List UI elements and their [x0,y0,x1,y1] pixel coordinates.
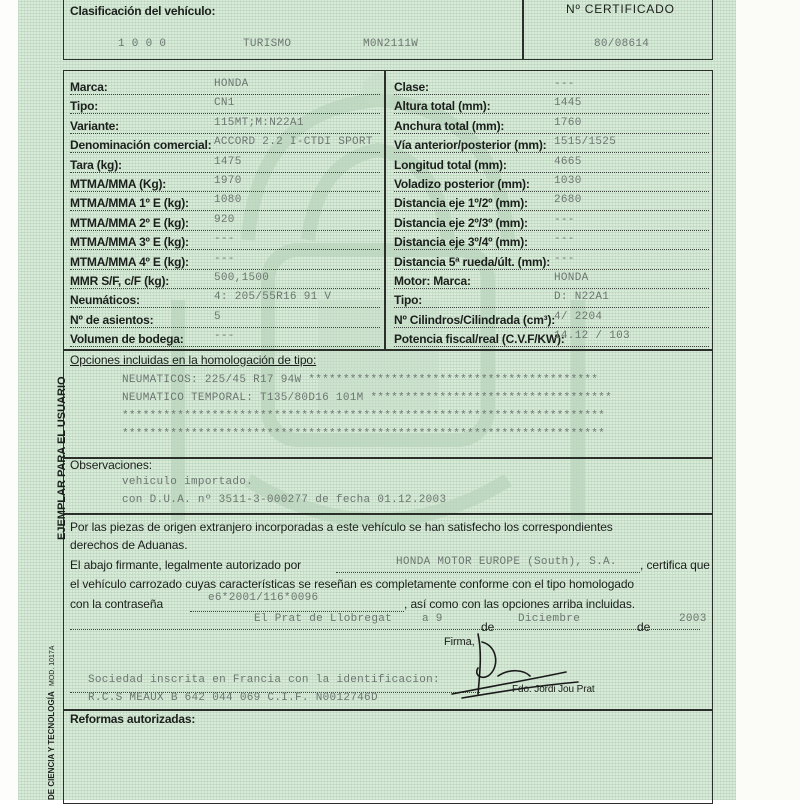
field-dotline [70,113,380,114]
right-field-label: Altura total (mm): [394,99,491,114]
option-line: NEUMATICO TEMPORAL: T135/80D16 101M *********************************** [122,392,612,404]
left-field-value: ACCORD 2.2 I-CTDI SPORT [214,136,373,149]
right-field-value: 14.12 / 103 [554,330,630,343]
field-dotline [70,94,380,95]
field-dotline [70,191,380,192]
year: 2003 [679,613,707,625]
right-field-value: 1030 [554,175,582,187]
left-field-label: Neumáticos: [70,293,140,308]
certificate-label: Nº CERTIFICADO [566,2,675,16]
approval-number: e6*2001/116*0096 [208,592,319,604]
reforms-label: Reformas autorizadas: [70,712,196,726]
right-field-value: 1445 [554,97,582,110]
left-field-label: MMR S/F, c/F (kg): [70,274,170,288]
right-field-label: Motor: Marca: [394,274,471,288]
left-field-value: 115MT;M:N22A1 [214,116,304,129]
left-field-label: Denominación comercial: [70,138,212,153]
left-field-value: 4: 205/55R16 91 V [214,291,332,304]
option-line: ********************************************************************** [122,410,606,422]
right-field-label: Distancia eje 2º/3º (mm): [394,215,528,230]
signatory-name: Fdo. Jordi Jou Prat [512,684,595,695]
company-note-1: Sociedad inscrita en Francia con la identificacion: [88,674,440,686]
right-field-label: Distancia 5ª rueda/últ. (mm): [394,254,551,269]
company-note-2: R.C.S MEAUX B 642 044 069 C.I.F. N0012746D [88,692,378,704]
right-field-label: Clase: [394,80,429,94]
field-dotline [70,172,380,173]
date-de-1: de [481,620,495,634]
form-code: MOD. 1017A [49,645,56,686]
right-field-label: Distancia eje 1º/2º (mm): [394,196,528,211]
left-field-value: --- [214,330,235,343]
option-line: ********************************************************************** [122,428,606,440]
declaration-line-5-prefix: con la contraseña [70,597,164,611]
declaration-line-2: derechos de Aduanas. [70,538,188,552]
field-dotline [70,133,380,134]
date-de-2: de [637,620,651,634]
declaration-line-3-prefix: El abajo firmante, legalmente autorizado por [70,558,302,572]
right-field-label: Distancia eje 3º/4º (mm): [394,235,528,250]
left-field-value: 500,1500 [214,272,270,284]
field-dotline [70,307,380,308]
right-field-value: 1515/1525 [554,136,617,149]
company-name: HONDA MOTOR EUROPE (South), S.A. [396,556,617,568]
left-field-value: 1080 [214,194,242,207]
left-field-label: MTMA/MMA 1º E (kg): [70,196,189,211]
right-field-value: 2680 [554,194,582,207]
right-field-label: Anchura total (mm): [394,118,505,133]
left-field-value: 1970 [214,175,242,187]
field-dotline [394,113,709,114]
field-dotline [394,269,709,270]
field-dotline [70,327,380,328]
left-field-label: Tara (kg): [70,157,122,172]
options-label: Opciones incluidas en la homologación de tipo: [70,353,317,367]
field-dotline [394,172,709,173]
left-field-label: Marca: [70,80,108,94]
left-field-label: MTMA/MMA (Kg): [70,177,167,191]
left-field-label: Variante: [70,118,119,133]
declaration-line-3-suffix: , certifica que [640,558,710,572]
field-dotline [394,152,709,153]
signature-label: Firma, [444,636,475,648]
left-field-label: MTMA/MMA 4º E (kg): [70,254,189,269]
class-code: 1 0 0 0 [118,38,167,50]
left-field-value: CN1 [214,97,235,110]
declaration-line-1: Por las piezas de origen extranjero incorporadas a este vehículo se han satisfecho los correspondientes [70,520,613,534]
handwritten-signature [438,632,588,702]
place-dotline [70,629,700,630]
right-field-value: --- [554,252,575,265]
left-field-label: MTMA/MMA 3º E (kg): [70,235,189,250]
field-dotline [70,269,380,270]
left-field-value: --- [214,252,235,265]
left-field-value: HONDA [214,78,249,90]
left-field-value: 920 [214,213,235,226]
field-dotline [394,307,709,308]
right-field-value: --- [554,78,575,90]
left-field-label: Tipo: [70,99,99,114]
declaration-line-5-suffix: , así como con las opciones arriba incluidas. [404,597,635,611]
field-dotline [394,346,709,347]
field-dotline [70,210,380,211]
left-field-label: Volumen de bodega: [70,332,184,347]
right-field-value: --- [554,233,575,246]
field-dotline [394,210,709,211]
ministry-text: DE CIENCIA Y TECNOLOGÍA [47,691,56,800]
right-field-label: Voladizo posterior (mm): [394,177,530,191]
right-field-label: Longitud total (mm): [394,157,507,172]
field-dotline [394,288,709,289]
right-field-label: Vía anterior/posterior (mm): [394,138,547,153]
right-field-label: Potencia fiscal/real (C.V.F/KW): [394,332,565,347]
right-field-value: 1760 [554,116,582,129]
left-field-value: --- [214,233,235,246]
left-field-label: Nº de asientos: [70,312,154,327]
field-dotline [70,152,380,153]
right-margin [736,0,800,800]
declaration-line-4: el vehículo carrozado cuyas características se reseñan es completamente conforme con el tipo homologado [70,577,635,591]
copy-for-user-text: EJEMPLAR PARA EL USUARIO [56,376,68,540]
observations-label: Observaciones: [70,458,152,472]
left-field-value: 5 [214,310,221,323]
field-dotline [394,94,709,95]
field-dotline [70,346,380,347]
approval-dotline [190,611,404,612]
certificate-paper [18,0,736,800]
right-field-value: 4/ 2204 [554,310,603,323]
field-dotline [394,249,709,250]
day: a 9 [422,613,443,625]
right-field-label: Nº Cilindros/Cilindrada (cm³): [394,312,556,327]
field-dotline [70,288,380,289]
right-field-value: --- [554,213,575,226]
field-dotline [70,230,380,231]
place: El Prat de Llobregat [254,613,393,625]
right-field-label: Tipo: [394,293,423,308]
field-dotline [394,230,709,231]
left-field-label: MTMA/MMA 2º E (kg): [70,215,189,230]
tech-column-divider [384,70,386,350]
observation-line-2: con D.U.A. nº 3511-3-000277 de fecha 01.12.2003 [122,494,447,506]
certificate-number: 80/08614 [594,38,650,50]
observation-line-1: vehiculo importado. [122,476,254,488]
right-field-value: 4665 [554,155,582,168]
company-dotline [336,572,640,573]
month: Diciembre [518,613,581,625]
right-field-value: HONDA [554,272,589,284]
class-ref: M0N2111W [363,38,419,50]
field-dotline [394,191,709,192]
option-line: NEUMATICOS: 225/45 R17 94W ****************************************** [122,374,599,386]
right-field-value: D: N22A1 [554,291,610,304]
field-dotline [394,327,709,328]
field-dotline [70,249,380,250]
class-type: TURISMO [243,38,292,50]
left-field-value: 1475 [214,155,242,168]
left-margin [0,0,18,800]
field-dotline [394,133,709,134]
classification-label: Clasificación del vehículo: [70,4,216,18]
